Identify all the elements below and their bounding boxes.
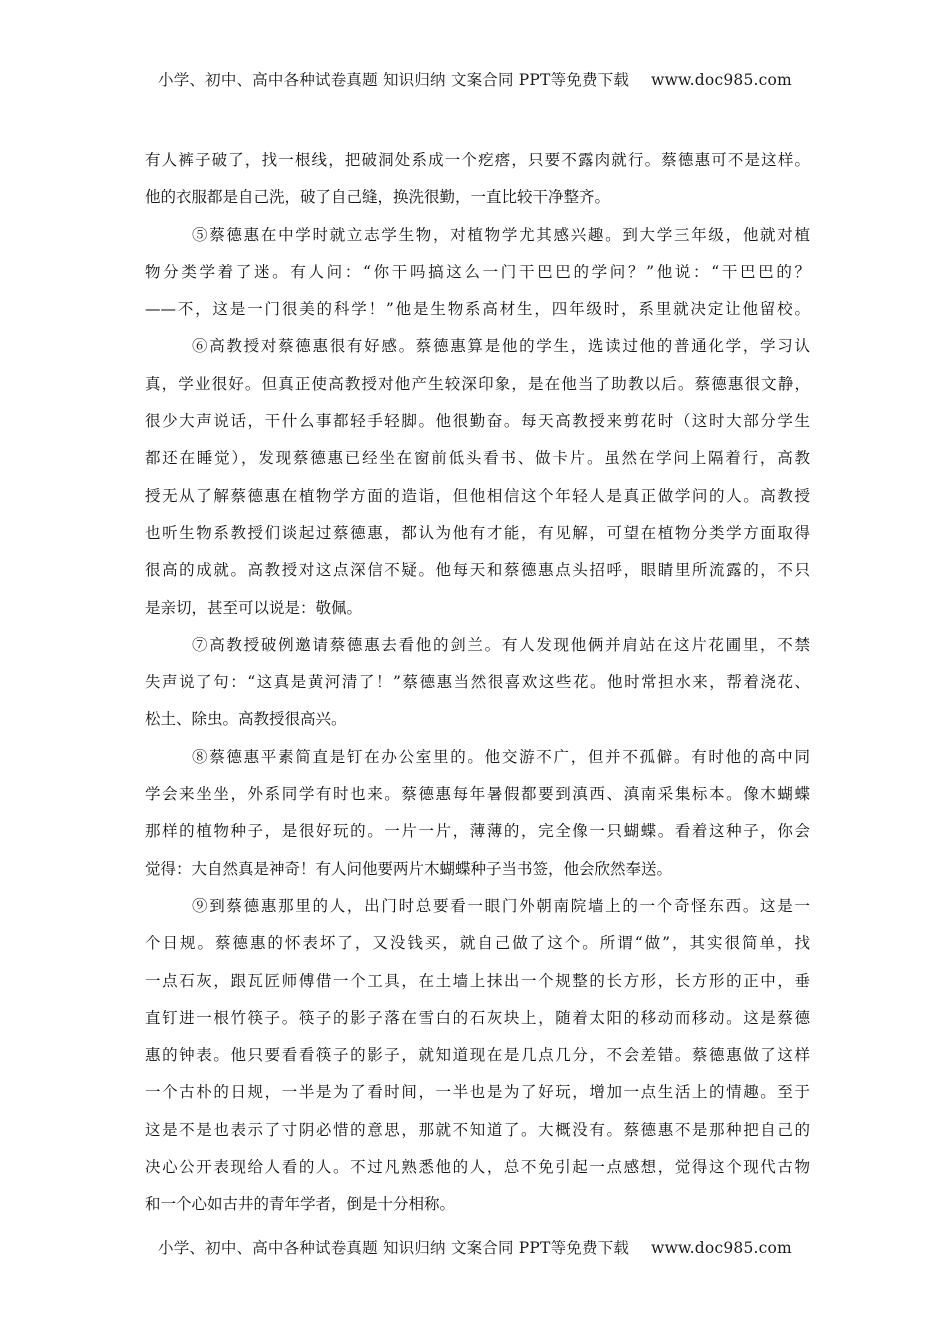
text-line: 很少大声说话，干什么事都轻手轻脚。他很勤奋。每天高教授来剪花时（这时大部分学生	[145, 412, 810, 431]
paragraph-6-start: ⑥高教授对蔡德惠很有好感。蔡德惠算是他的学生，选读过他的普通化学，学习认	[192, 337, 810, 356]
header-text: 小学、初中、高中各种试卷真题 知识归纳 文案合同 PPT等免费下载	[158, 71, 630, 89]
text-line: 授无从了解蔡德惠在植物学方面的造诣，但他相信这个年轻人是真正做学问的人。高教授	[145, 486, 810, 505]
text-line: 这是不是也表示了寸阴必惜的意思，那就不知道了。大概没有。蔡德惠不是那种把自己的	[145, 1120, 810, 1139]
text-line: 学会来坐坐，外系同学有时也来。蔡德惠每年暑假都要到滇西、滇南采集标本。像木蝴蝶	[145, 785, 810, 804]
text-line: 真，学业很好。但真正使高教授对他产生较深印象，是在他当了助教以后。蔡德惠很文静，	[145, 374, 810, 393]
page-header	[0, 68, 950, 90]
paragraph-7-start: ⑦高教授破例邀请蔡德惠去看他的剑兰。有人发现他俩并肩站在这片花圃里，不禁	[192, 635, 810, 654]
page-footer	[0, 1236, 950, 1258]
paragraph-8-start: ⑧蔡德惠平素简直是钉在办公室里的。他交游不广，但并不孤僻。有时他的高中同	[192, 747, 810, 766]
footer-url[interactable]: www.doc985.com	[651, 1239, 792, 1257]
text-line: 松土、除虫。高教授很高兴。	[145, 710, 347, 729]
text-line: 他的衣服都是自己洗，破了自己缝，换洗很勤，一直比较干净整齐。	[145, 188, 611, 207]
text-line: 一个古朴的日规，一半是为了看时间，一半也是为了好玩，增加一点生活上的情趣。至于	[145, 1083, 810, 1102]
text-line: ——不，这是一门很美的科学！”他是生物系高材生，四年级时，系里就决定让他留校。	[145, 300, 810, 319]
footer-text: 小学、初中、高中各种试卷真题 知识归纳 文案合同 PPT等免费下载	[158, 1239, 630, 1257]
text-line: 决心公开表现给人看的人。不过凡熟悉他的人，总不免引起一点感想，觉得这个现代古物	[145, 1158, 810, 1177]
text-line: 惠的钟表。他只要看看筷子的影子，就知道现在是几点几分，不会差错。蔡德惠做了这样	[145, 1046, 810, 1065]
text-line: 很高的成就。高教授对这点深信不疑。他每天和蔡德惠点头招呼，眼睛里所流露的，不只	[145, 561, 810, 580]
text-line: 有人裤子破了，找一根线，把破洞处系成一个疙瘩，只要不露肉就行。蔡德惠可不是这样。	[145, 151, 810, 169]
text-line: 一点石灰，跟瓦匠师傅借一个工具，在土墙上抹出一个规整的长方形，长方形的正中，垂	[145, 971, 810, 990]
text-line: 觉得：大自然真是神奇！有人问他要两片木蝴蝶种子当书签，他会欣然奉送。	[145, 859, 673, 878]
text-line: 和一个心如古井的青年学者，倒是十分相称。	[145, 1195, 456, 1214]
text-line: 个日规。蔡德惠的怀表坏了，又没钱买，就自己做了这个。所谓“做”，其实很简单，找	[145, 934, 810, 953]
article-body	[145, 142, 810, 1224]
header-url[interactable]: www.doc985.com	[651, 71, 792, 89]
text-line: 也听生物系教授们谈起过蔡德惠，都认为他有才能，有见解，可望在植物分类学方面取得	[145, 523, 810, 542]
text-line: 那样的植物种子，是很好玩的。一片一片，薄薄的，完全像一只蝴蝶。看着这种子，你会	[145, 822, 810, 841]
text-line: 失声说了句：“这真是黄河清了！”蔡德惠当然很喜欢这些花。他时常担水来，帮着浇花、	[145, 673, 810, 692]
text-line: 物分类学着了迷。有人问：“你干吗搞这么一门干巴巴的学问？”他说：“干巴巴的？	[145, 262, 810, 281]
paragraph-9-start: ⑨到蔡德惠那里的人，出门时总要看一眼门外朝南院墙上的一个奇怪东西。这是一	[192, 896, 810, 915]
text-line: 直钉进一根竹筷子。筷子的影子落在雪白的石灰块上，随着太阳的移动而移动。这是蔡德	[145, 1008, 810, 1027]
text-line: 是亲切，甚至可以说是：敬佩。	[145, 598, 363, 617]
paragraph-5-start: ⑤蔡德惠在中学时就立志学生物，对植物学尤其感兴趣。到大学三年级，他就对植	[192, 225, 810, 244]
text-line: 都还在睡觉），发现蔡德惠已经坐在窗前低头看书、做卡片。虽然在学问上隔着行，高教	[145, 449, 810, 468]
